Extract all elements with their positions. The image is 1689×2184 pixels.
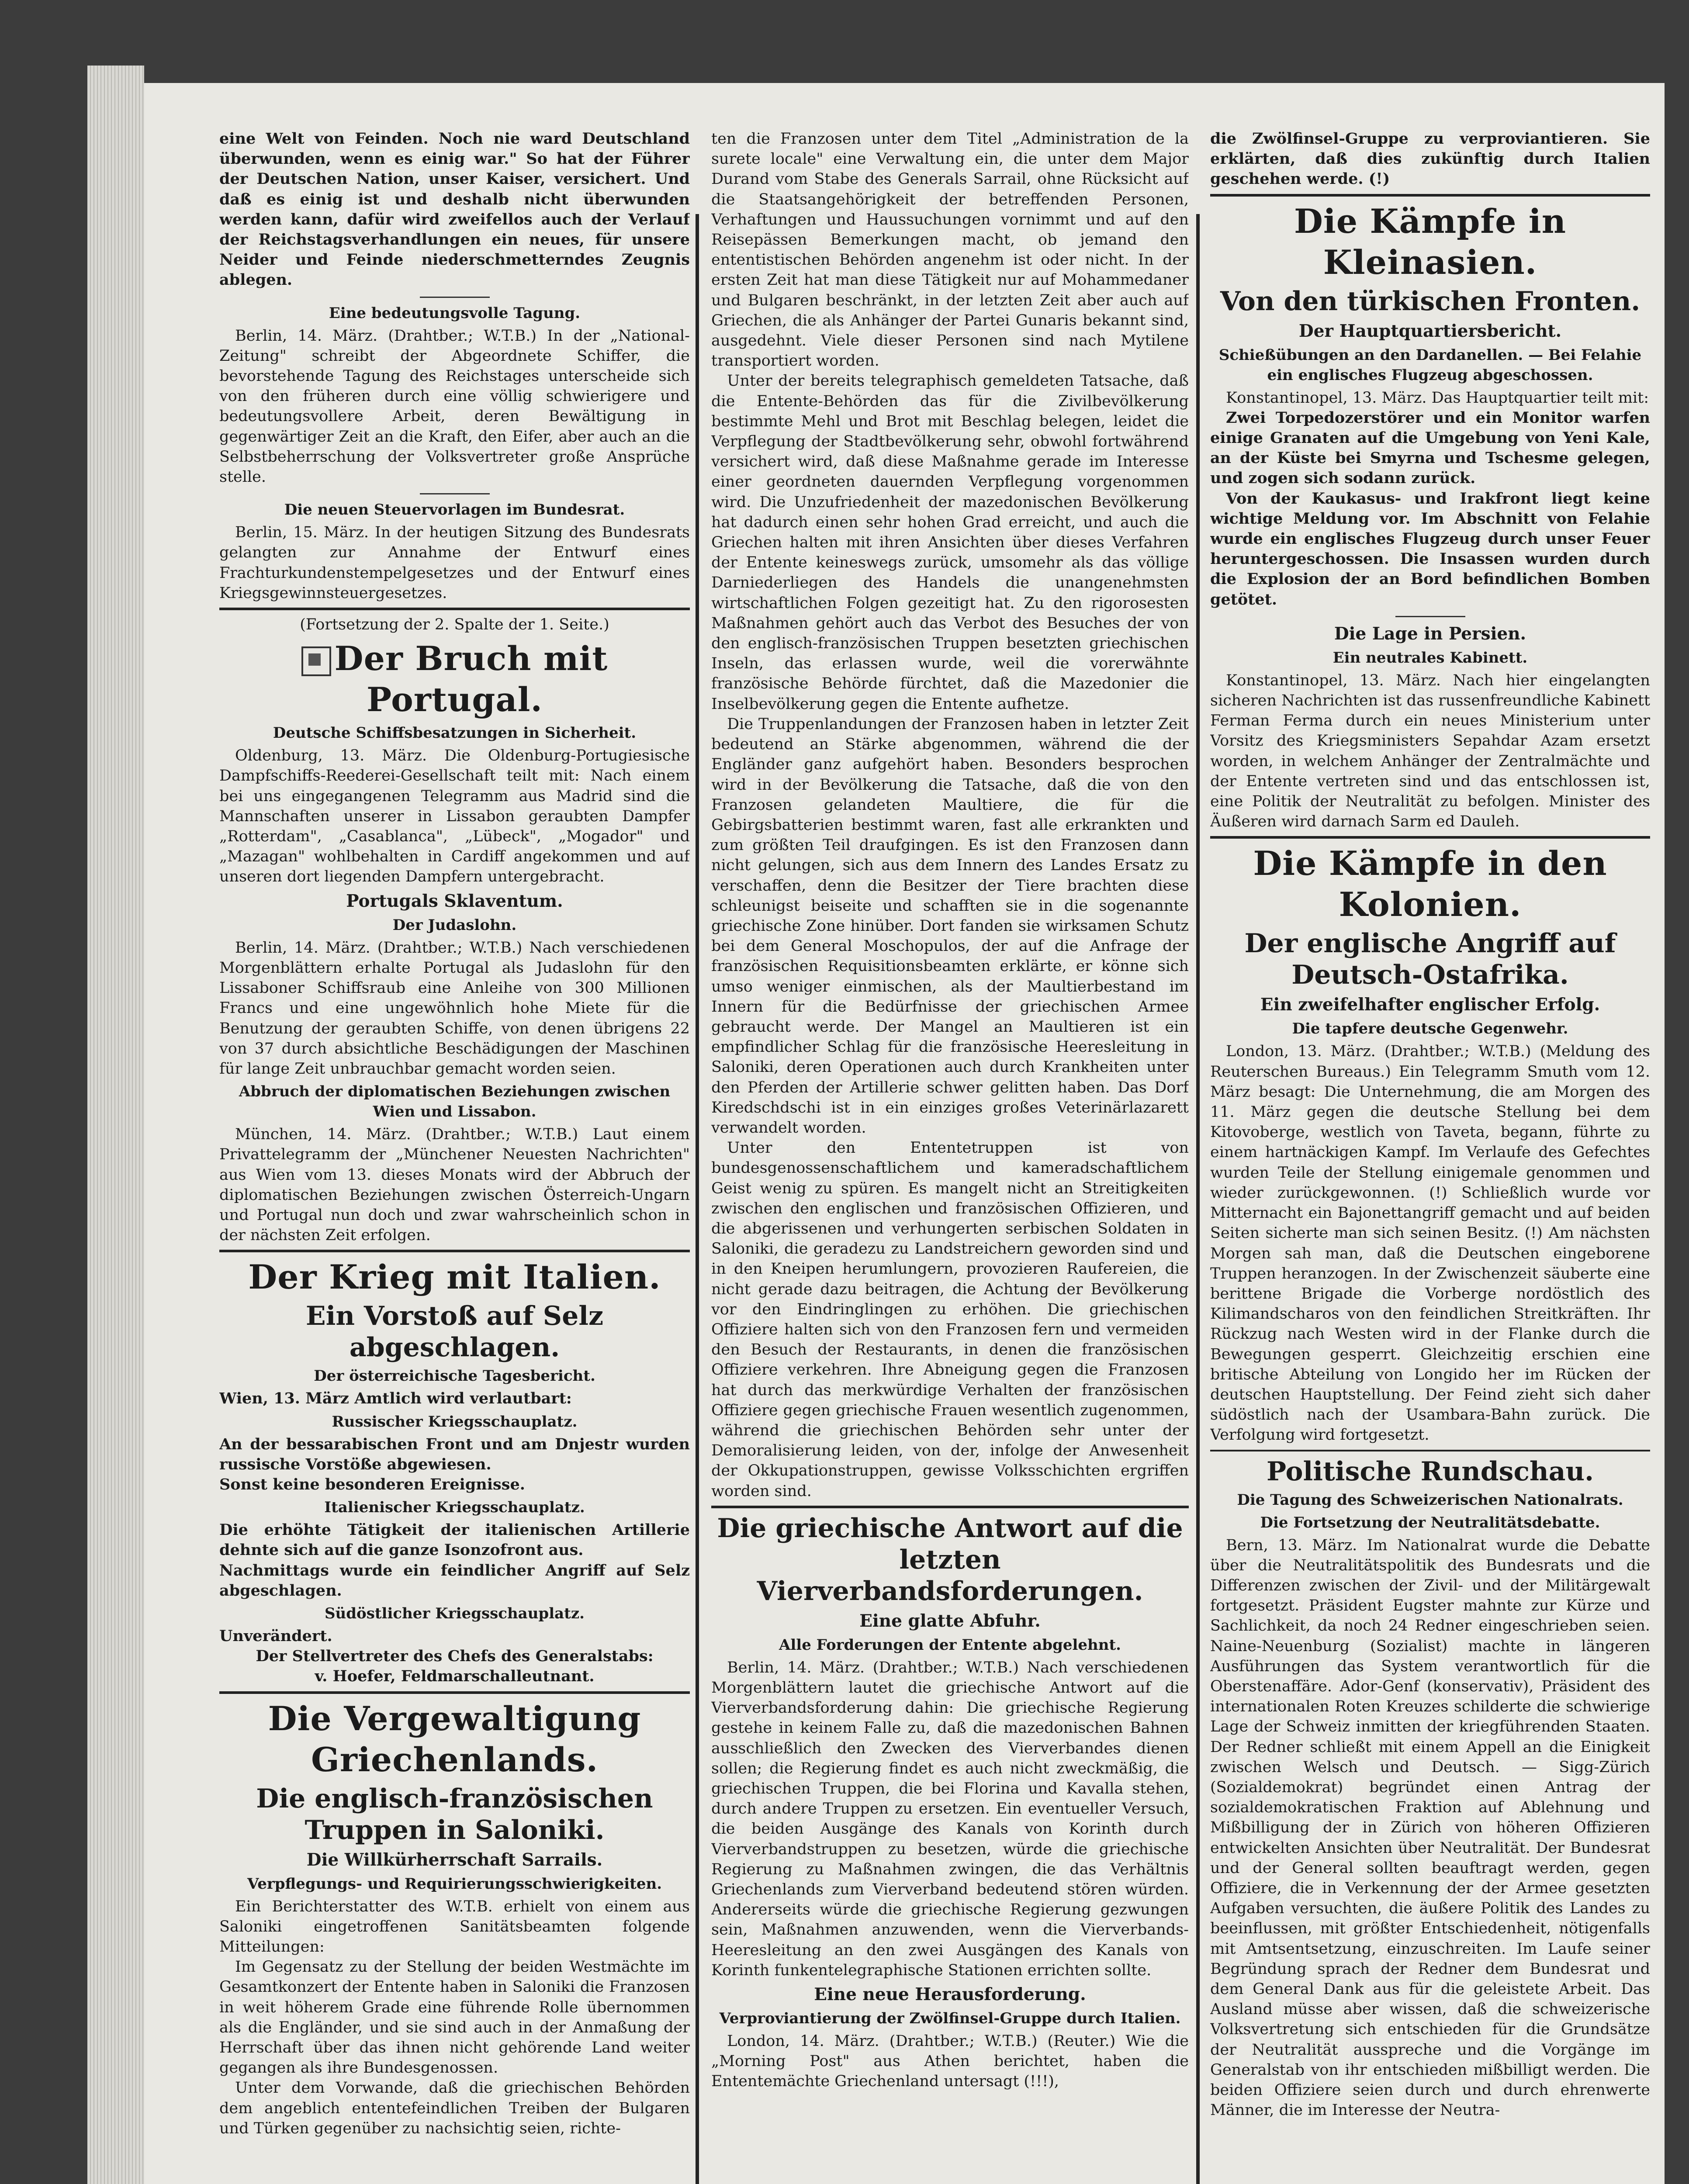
hoefer-signature: v. Hoefer, Feldmarschalleutnant. <box>315 1667 595 1686</box>
headline-kleinasien: Die Kämpfe in Kleinasien. <box>1294 201 1567 282</box>
column-rule <box>696 214 699 2184</box>
col2-para-3: Die Truppenlandungen der Franzosen haben in letzter Zeit bedeutend an Stärke abgenommen, während die der Engländer ganz aufgehört haben. Besonders besprochen wird in der Bevölkerung die Tatsache, daß die von den Franzosen gelandeten Maultiere, die für die Gebirgsbatterien bestimmt waren, fast alle erkrankten und zum größten Teil draufgingen. Es ist den Franzosen dann nicht gelungen, sich aus dem Innern des Landes Ersatz zu verschaffen, denn die Besitzer der Tiere brachten diese schleunigst beiseite und schafften sie in die sogenannte griechische Zone hinüber. Dort fanden sie wirksamen Schutz bei dem General Moschopulos, der auf die Anfrage der französischen Requisitionsbeamten erklärte, er könne sich umso weniger einmischen, als der Maultierbestand im Innern für die Bedürfnisse der griechischen Armee gebraucht werde. Der Mangel an Maultieren ist ein empfindlicher Schlag für die französische Heeresleitung in Saloniki, deren Operationen auch durch Krankheiten unter den Pferden der Artillerie schwer gelitten haben. Das Dorf Kiredschdschi ist in ein einziges großes Veterinärlazarett verwandelt worden. <box>711 715 1189 1137</box>
subhead-erfolg: Ein zweifelhafter englischer Erfolg. <box>1260 995 1600 1015</box>
heading-persien: Die Lage in Persien. <box>1334 623 1526 644</box>
heading-sklaventum: Portugals Sklaventum. <box>346 891 563 911</box>
sonst-text: Sonst keine besonderen Ereignisse. <box>219 1475 525 1493</box>
col2-para-1: ten die Franzosen unter dem Titel „Administration de la surete locale" eine Verwaltung ein, die unter dem Major Durand vom Stabe des Generals Sarrail, ohne Rücksicht auf die Staatsangehörigkeit der betreffenden Personen, Verhaftungen und Haussuchungen vornimmt und auf den Reisepässen Bemerkungen macht, ob jemand den ententistischen Behörden angenehm ist oder nicht. In der ersten Zeit hat man diese Tätigkeit nur auf Mohammedaner und Bulgaren beschränkt, in der letzten Zeit aber auch auf Griechen, die als Anhänger der Partei Gunaris bekannt sind, ausgedehnt. Viele dieser Personen sind nach Mytilene transportiert worden. <box>711 130 1189 370</box>
continuation-note: (Fortsetzung der 2. Spalte der 1. Seite.) <box>300 616 609 634</box>
section-rule <box>219 1691 690 1694</box>
col3-continuation: die Zwölfinsel-Gruppe zu verproviantieren. Sie erklärten, daß dies zukünftig durch Italien geschehen werde. (!) <box>1210 130 1650 188</box>
section-rule <box>219 1250 690 1252</box>
page-stack-edge <box>87 66 144 2184</box>
column-3 <box>1210 129 1650 2184</box>
heading-neutralitaet: Die Fortsetzung der Neutralitätsdebatte. <box>1260 1514 1600 1531</box>
headline-antwort: Die griechische Antwort auf die letzten Vierverbandsforderungen. <box>717 1513 1183 1607</box>
subhead-dardanellen: Schießübungen an den Dardanellen. — Bei Felahie ein englisches Flugzeug abgeschossen. <box>1218 346 1642 384</box>
section-rule <box>219 608 690 610</box>
tagung-text: Berlin, 14. März. (Drahtber.; W.T.B.) In der „National-Zeitung" schreibt der Abgeordnete Schiffer, die bevorstehende Tagung des Reichstages unterscheide sich von den früheren durch eine völlig schwierigere und bedeutungsvollere Arbeit, deren Bewältigung in gegenwärtiger Zeit an die Kraft, den Eifer, aber auch an die Selbstbeherrschung der Volksvertreter große Ansprüche stelle. <box>219 327 690 486</box>
heading-abbruch: Abbruch der diplomatischen Beziehungen zwischen Wien und Lissabon. <box>239 1083 671 1121</box>
unveraendert-text: Unverändert. <box>219 1627 332 1645</box>
subhead-kabinett: Ein neutrales Kabinett. <box>1333 649 1528 667</box>
column-2 <box>711 129 1189 2184</box>
verpflegung-text: Ein Berichterstatter des W.T.B. erhielt von einem aus Saloniki eingetroffenen Sanitätsbeamten folgende Mitteilungen: <box>219 1897 690 1956</box>
subhead-italien: Ein Vorstoß auf Selz abgeschlagen. <box>305 1301 604 1363</box>
col2-para-2: Unter der bereits telegraphisch gemeldeten Tatsache, daß die Entente-Behörden das für die Zivilbevölkerung bestimmte Mehl und Brot mit Beschlag belegen, leidet die Verpflegung der Stadtbevölkerung sehr, obwohl fortwährend versichert wird, daß diese Maßnahme gerade im Interesse einer geordneten dauernden Verpflegung vorgenommen wird. Die Unzufriedenheit der mazedonischen Bevölkerung hat dadurch einen sehr hohen Grad erreicht, und auch die Griechen halten mit ihren Ansichten über dieses Verfahren der Entente keineswegs zurück, umsomehr als das völlige Darniederliegen des Handels die unangenehmsten wirtschaftlichen Folgen gezeitigt hat. Zu den rigorosesten Maßnahmen gehört auch das Verbot des Besuches der von den englisch-französischen Truppen besetzten griechischen Inseln, das erlassen wurde, weil die vorerwähnte französische Behörde fürchtet, daß die Mazedonier die Inselbevölkerung gegen die Entente aufhetze. <box>711 372 1189 713</box>
subhead-abgelehnt: Alle Forderungen der Entente abgelehnt. <box>779 1636 1121 1654</box>
heading-verpflegung: Verpflegungs- und Requirierungsschwierigkeiten. <box>247 1875 662 1893</box>
section-rule <box>711 1506 1189 1508</box>
section-rule <box>1210 194 1650 197</box>
vorwande-text: Unter dem Vorwande, daß die griechischen Behörden dem angeblich ententefeindlichen Treiben der Bulgaren und Türken gegenüber zu nachsichtig seien, richte- <box>219 2079 690 2137</box>
persien-text: Konstantinopel, 13. März. Nach hier eingelangten sicheren Nachrichten ist das russenfreundliche Kabinett Ferman Ferma durch ein neues Ministerium unter Vorsitz des Kriegsministers Sepahdar Azam ersetzt worden, in welchem Anhänger der Zentralmächte und der Entente vertreten sind und das entschlossen ist, eine Politik der Neutralität zu befolgen. Minister des Äußeren wird darnach Sarm ed Dauleh. <box>1210 671 1650 831</box>
subhead-hauptquartier: Der Hauptquartiersbericht. <box>1298 321 1562 341</box>
abbruch-text: München, 14. März. (Drahtber.; W.T.B.) Laut einem Privattelegramm der „Münchener Neuesten Nachrichten" aus Wien vom 13. dieses Monats wird der Abbruch der diplomatischen Beziehungen zwischen Österreich-Ungarn und Portugal nun doch und zwar wahrscheinlich schon in der nächsten Zeit erfolgen. <box>219 1126 690 1244</box>
bern-text: Bern, 13. März. Im Nationalrat wurde die Debatte über die Neutralitätspolitik des Bundesrats und die Differenzen zwischen der Zivil- und der Militärgewalt fortgesetzt. Präsident Eugster mahnte zur Kürze und Sachlichkeit, da noch 24 Redner eingeschrieben seien. Naine-Neuenburg (Sozialist) machte in längeren Ausführungen das System verantwortlich für die Oberstenaffäre. Ador-Genf (konservativ), Präsident des internationalen Roten Kreuzes schilderte die schwierige Lage der Schweiz inmitten der kriegführenden Staaten. Der Redner schließt mit einem Appell an die Einigkeit zwischen Welsch und Deutsch. — Sigg-Zürich (Sozialdemokrat) begründet einen Antrag der sozialdemokratischen Fraktion auf Ablehnung und Mißbilligung der in Zürich von höheren Offizieren entwickelten Ansichten über Neutralität. Der Bundesrat und der General sollten beauftragt werden, gegen Offiziere, die in Verkennung der der Armee gesetzten Aufgaben versuchten, die äußere Politik des Landes zu beeinflussen, mit größter Entschiedenheit, nötigenfalls mit Amtsentsetzung, einzuschreiten. Im Laufe seiner Begründung sprach der Redner dem Bundesrat und dem General Dank aus für die geleistete Arbeit. Das Ausland müsse aber wissen, daß die schweizerische Volksvertretung sich entschieden für die Grundsätze der Neutralität ausspreche und die Vorgänge im Generalstab von ihr entschieden mißbilligt werden. Die beiden Offiziere seien durch und durch ehrenwerte Männer, die im Interesse der Neutra- <box>1210 1536 1650 2119</box>
subhead-portugal: Deutsche Schiffsbesatzungen in Sicherheit. <box>273 724 637 742</box>
headline-rundschau: Politische Rundschau. <box>1266 1456 1594 1487</box>
separator <box>420 297 490 298</box>
russ-text: An der bessarabischen Front und am Dnjestr wurden russische Vorstöße abgewiesen. <box>219 1435 690 1473</box>
subhead-gegenwehr: Die tapfere deutsche Gegenwehr. <box>1292 1020 1568 1038</box>
column-rule <box>1196 214 1200 2184</box>
heading-tagung: Eine bedeutungsvolle Tagung. <box>329 304 581 322</box>
heading-judaslohn: Der Judaslohn. <box>392 916 517 934</box>
heading-schweiz: Die Tagung des Schweizerischen Nationalrats. <box>1237 1491 1623 1509</box>
col2-para-4: Unter den Ententetruppen ist von bundesgenossenschaftlichem und kameradschaftlichem Geist wenig zu spüren. Es mangelt nicht an Streitigkeiten zwischen den englischen und französischen Offizieren, und die abgerissenen und verhungerten serbischen Soldaten in Saloniki, die geradezu zu Landstreichern geworden sind und in den Kneipen herumlungern, provozieren Raufereien, die nicht gerade dazu beitragen, die Achtung der Bevölkerung vor den Eindringlingen zu erhöhen. Die griechischen Offiziere halten sich von den Franzosen fern und vermeiden den Besuch der Restaurants, in denen die französischen Offiziere verkehren. Ihre Abneigung gegen die Franzosen hat durch das merkwürdige Verhalten der französischen Offiziere gegen griechische Frauen wesentlich zugenommen, während die griechischen Behörden sehr unter der Demoralisierung leiden, von der, infolge der Anwesenheit der Okkupationstruppen, gewisse Volksschichten ergriffen worden sind. <box>711 1139 1189 1500</box>
headline-italien: Der Krieg mit Italien. <box>248 1258 661 1297</box>
heading-verproviantierung: Verproviantierung der Zwölfinsel-Gruppe durch Italien. <box>719 2010 1181 2028</box>
kaukasus-text: Von der Kaukasus- und Irakfront liegt keine wichtige Meldung vor. Im Abschnitt von Felahie wurde ein englisches Flugzeug durch unser Feuer heruntergeschossen. Die Insassen wurden durch die Explosion der an Bord befindlichen Bomben getötet. <box>1210 489 1650 608</box>
section-rule <box>1210 1450 1650 1451</box>
separator <box>420 493 490 494</box>
headline-griechenland: Die Vergewaltigung Griechenlands. <box>268 1699 641 1779</box>
section-rule <box>1210 836 1650 839</box>
subhead-tagesbericht: Der österreichische Tagesbericht. <box>314 1367 595 1385</box>
heading-russ: Russischer Kriegsschauplatz. <box>332 1413 578 1431</box>
separator <box>1395 616 1465 617</box>
gegensatz-text: Im Gegensatz zu der Stellung der beiden Westmächte im Gesamtkonzert der Entente haben in Saloniki die Franzosen in weit höherem Grade eine führende Rolle übernommen als die Engländer, und sie sind auch in der Anmaßung der Herrschaft über das ihnen nicht gehörende Land weiter gegangen als ihre Bundesgenossen. <box>219 1958 690 2077</box>
wien-dateline: Wien, 13. März Amtlich wird verlautbart: <box>219 1389 572 1408</box>
ital-text: Die erhöhte Tätigkeit der italienischen Artillerie dehnte sich auf die ganze Isonzofront aus. <box>219 1521 690 1559</box>
heading-ital: Italienischer Kriegsschauplatz. <box>324 1499 585 1517</box>
headline-portugal <box>219 638 690 720</box>
headline-portugal-text: Der Bruch mit Portugal. <box>334 639 608 719</box>
subhead-abfuhr: Eine glatte Abfuhr. <box>859 1610 1041 1631</box>
judaslohn-text: Berlin, 14. März. (Drahtber.; W.T.B.) Nach verschiedenen Morgenblättern erhalte Portugal als Judaslohn für den Lissaboner Schiffsraub eine Anleihe von 300 Millionen Francs und eine ungewöhnlich hohe Miete für die Benutzung der geraubten Schiffe, von denen übrigens 22 von 37 durch absichtliche Beschädigungen der Maschinen für lange Zeit unbrauchbar gemacht worden seien. <box>219 939 690 1078</box>
subhead-saloniki: Die englisch-französischen Truppen in Saloniki. <box>256 1783 653 1845</box>
column-1 <box>219 129 690 2184</box>
torpedo-text: Zwei Torpedozerstörer und ein Monitor warfen einige Granaten auf die Umgebung von Yeni Kale, an der Küste bei Smyrna und Tschesme gelegen, und zogen sich sodann zurück. <box>1210 408 1650 487</box>
london-text: London, 14. März. (Drahtber.; W.T.B.) (Reuter.) Wie die „Morning Post" aus Athen berichtet, haben die Ententemächte Griechenland untersagt (!!!), <box>711 2032 1189 2091</box>
kolonien-text: London, 13. März. (Drahtber.; W.T.B.) (Meldung des Reuterschen Bureaus.) Ein Telegramm Smuth vom 12. März besagt: Die Unternehmung, die am Morgen des 11. März gegen die deutsche Stellung bei dem Kitovoberge, westlich von Taveta, begann, führte zu einem hartnäckigen Kampf. Im Verlaufe des Gefechtes wurden Teile der Stellung einigemale genommen und wieder zurückgewonnen. (!) Schließlich wurde vor Mitternacht ein Bajonettangriff gemacht und auf beiden Seiten sicherte man sich seinen Besitz. (!) Am nächsten Morgen sah man, daß die Deutschen eingeborene Truppen heranzogen. In der Zwischenzeit säuberte eine berittene Brigade die Vorberge nordöstlich des Kilimandscharos von den feindlichen Streitkräften. Ihr Rückzug nach Westen wird in der Flanke durch die Bewegungen gesperrt. Gleichzeitig erschien eine britische Abteilung von Longido her im Rücken der deutschen Hauptstellung. Der Feind zieht sich daher südöstlich nach der Usambara-Bahn zurück. Die Verfolgung wird fortgesetzt. <box>1210 1043 1650 1444</box>
ital-text-2: Nachmittags wurde ein feindlicher Angriff auf Selz abgeschlagen. <box>219 1561 690 1600</box>
subhead-ostafrika: Der englische Angriff auf Deutsch-Ostafrika. <box>1244 928 1616 991</box>
antwort-text: Berlin, 14. März. (Drahtber.; W.T.B.) Nach verschiedenen Morgenblättern lautet die griechische Antwort auf die Vierverbandsforderung dahin: Die griechische Regierung gestehe in keinem Falle zu, daß die mazedonischen Bahnen ausschließlich den Zwecken des Vierverbandes dienen sollen; die Regierung findet es auch nicht zweckmäßig, die griechischen Truppen, die bei Florina und Kavalla stehen, durch andere Truppen zu ersetzen. Ein eventueller Versuch, die beiden Ausgänge des Kanals von Korinth durch Vierverbandstruppen zu besetzen, würde die griechische Regierung zu Maßnahmen zwingen, die das Verhältnis Griechenlands zum Vierverband bedeutend stören würden. Andererseits würde die griechische Regierung gezwungen sein, Maßnahmen anzuwenden, wenn die Vierverbands-Heeresleitung an den zwei Ausgängen des Kanals von Korinth funkentelegraphische Stationen errichten sollte. <box>711 1659 1189 1979</box>
heading-steuer: Die neuen Steuervorlagen im Bundesrat. <box>284 501 625 519</box>
stellvertreter-text: Der Stellvertreter des Chefs des Generalstabs: <box>256 1647 654 1666</box>
heading-suedost: Südöstlicher Kriegsschauplatz. <box>324 1604 585 1622</box>
heading-herausforderung: Eine neue Herausforderung. <box>814 1984 1086 2005</box>
portugal-text: Oldenburg, 13. März. Die Oldenburg-Portugiesische Dampfschiffs-Reederei-Gesellschaft teilt mit: Nach einem bei uns eingegangenen Telegramm aus Madrid sind die Mannschaften unserer in Lissabon geraubten Dampfer „Rotterdam", „Casablanca", „Lübeck", „Mogador" und „Mazagan" wohlbehalten in Cardiff angekommen und auf unseren dort liegenden Dampfern untergebracht. <box>219 747 690 886</box>
newspaper-page <box>144 83 1665 2184</box>
article-marker-icon <box>301 646 331 676</box>
steuer-text: Berlin, 15. März. In der heutigen Sitzung des Bundesrats gelangten zur Annahme der Entwurf eines Frachturkundenstempelgesetzes und der Entwurf eines Kriegsgewinnsteuergesetzes. <box>219 524 690 602</box>
subhead-fronten: Von den türkischen Fronten. <box>1220 286 1641 317</box>
subhead-willkuer: Die Willkürherrschaft Sarrails. <box>306 1849 603 1870</box>
intro-text: eine Welt von Feinden. Noch nie ward Deutschland überwunden, wenn es einig war." So hat der Führer der Deutschen Nation, unser Kaiser, versichert. Und daß es einig ist und deshalb nicht überwunden werden kann, dafür wird zweifellos auch der Verlauf der Reichstagsverhandlungen ein neues, für unsere Neider und Feinde niederschmetterndes Zeugnis ablegen. <box>219 130 690 289</box>
konst-text: Konstantinopel, 13. März. Das Hauptquartier teilt mit: <box>1226 389 1649 407</box>
headline-kolonien: Die Kämpfe in den Kolonien. <box>1253 844 1607 924</box>
